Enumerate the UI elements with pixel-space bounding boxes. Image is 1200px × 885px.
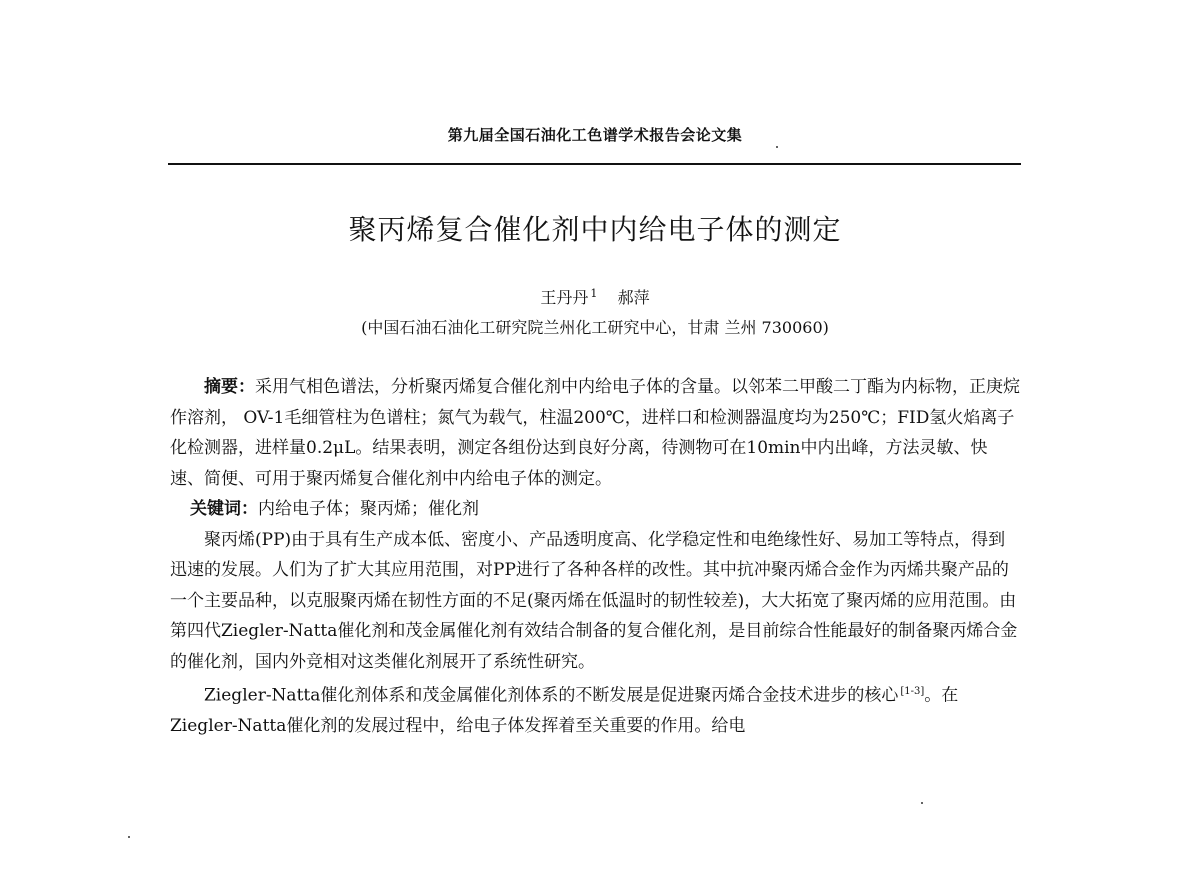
author-primary: 王丹丹 [540,288,589,307]
p2-start: Ziegler-Natta催化剂体系和茂金属催化剂体系的不断发展是促进聚丙烯合金技术进步的核心 [204,685,899,706]
keywords-text: 内给电子体；聚丙烯；催化剂 [258,499,479,519]
author-line [170,285,1020,308]
abstract-text: 采用气相色谱法，分析聚丙烯复合催化剂中内给电子体的含量。以邻苯二甲酸二丁酯为内标物，正庚烷作溶剂， OV-1毛细管柱为色谱柱；氮气为载气，柱温200℃，进样口和检测器温度均为250℃；FID氢火焰离子化检测器，进样量0.2μL。结果表明，测定各组份达到良好分离，待测物可在10min中内出峰，方法灵敏、快速、简便、可用于聚丙烯复合催化剂中内给电子体的测定。 [170,377,1020,489]
intro-paragraph-1: 聚丙烯(PP)由于具有生产成本低、密度小、产品透明度高、化学稳定性和电绝缘性好、易加工等特点，得到迅速的发展。人们为了扩大其应用范围，对PP进行了各种各样的改性。其中抗冲聚丙烯合金作为丙烯共聚产品的一个主要品种，以克服聚丙烯在韧性方面的不足(聚丙烯在低温时的韧性较差)，大大拓宽了聚丙烯的应用范围。由第四代Ziegler-Natta催化剂和茂金属催化剂有效结合制备的复合催化剂，是目前综合性能最好的制备聚丙烯合金的催化剂，国内外竞相对这类催化剂展开了系统性研究。 [170,529,1018,672]
p2-end: 。在Ziegler-Natta催化剂的发展过程中，给电子体发挥着至关重要的作用。给电 [170,685,959,737]
scan-speck [128,836,130,838]
intro-paragraph-2 [170,677,1020,742]
author-secondary: 郝萍 [617,288,650,307]
scan-speck [776,146,778,148]
affiliation: (中国石油石油化工研究院兰州化工研究中心，甘肃 兰州 730060) [361,318,829,337]
abstract-paragraph [170,372,1020,494]
citation-ref: [1-3] [900,686,925,697]
paper-title: 聚丙烯复合催化剂中内给电子体的测定 [348,213,842,246]
author-superscript: 1 [590,286,598,300]
abstract-label: 摘要： [204,377,255,397]
running-header: 第九届全国石油化工色谱学术报告会论文集 [447,126,743,144]
scan-speck [921,802,923,804]
keywords-label: 关键词： [190,499,258,519]
header-rule [168,163,1021,165]
body-text [170,372,1020,742]
keywords-paragraph [170,494,1020,525]
